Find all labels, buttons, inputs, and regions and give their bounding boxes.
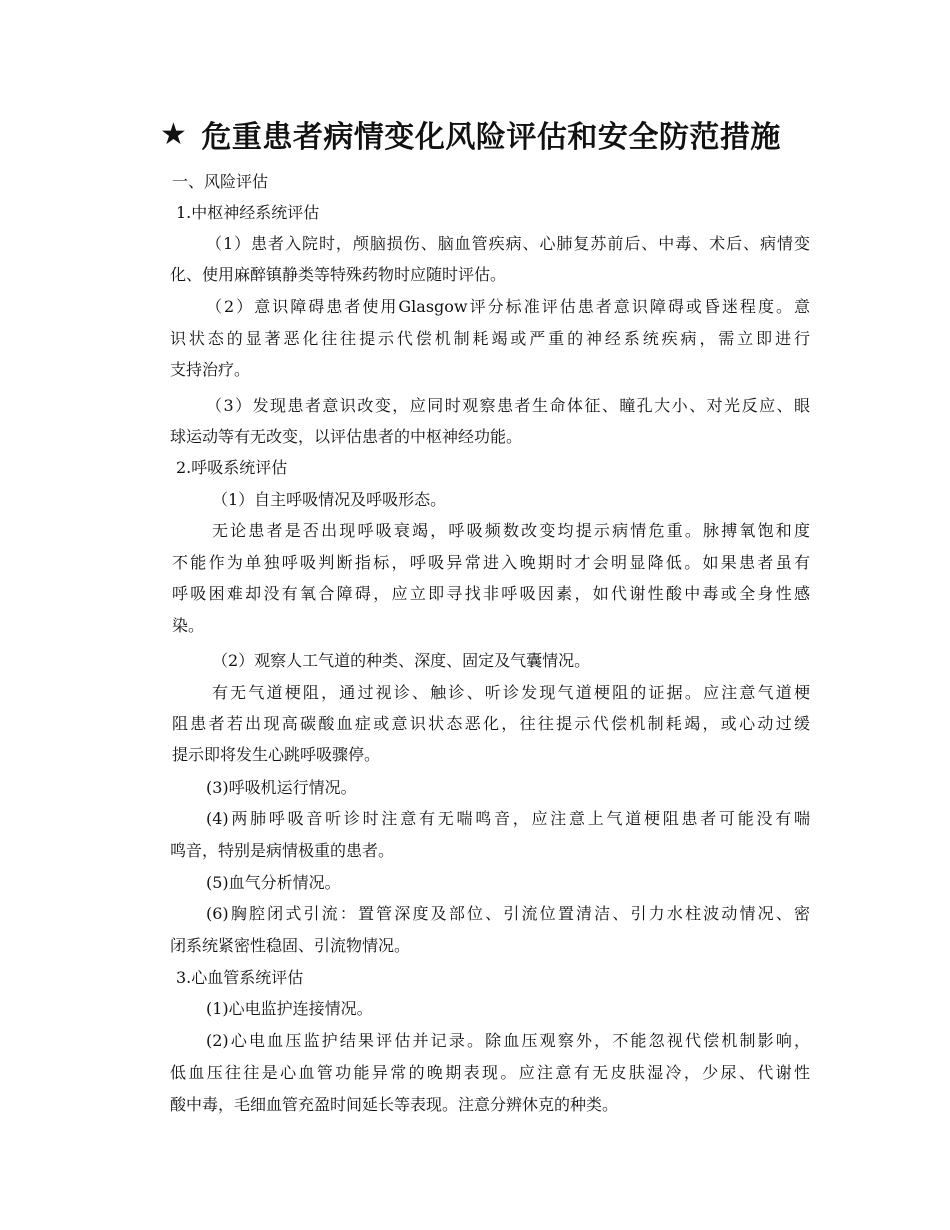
- paragraph-line: （2）观察人工气道的种类、深度、固定及气囊情况。: [212, 651, 591, 670]
- title-text: 危重患者病情变化风险评估和安全防范措施: [201, 120, 781, 155]
- paragraph-line: 提示即将发生心跳呼吸骤停。: [172, 745, 381, 764]
- paragraph-line: 支持治疗。: [170, 360, 251, 379]
- subsection-heading: 1.中枢神经系统评估: [176, 203, 320, 222]
- paragraph-line: （1）自主呼吸情况及呼吸形态。: [212, 490, 447, 509]
- paragraph-line: 阻患者若出现高碳酸血症或意识状态恶化，往往提示代偿机制耗竭，或心动过缓: [172, 714, 810, 733]
- paragraph-line: 低血压往往是心血管功能异常的晚期表现。应注意有无皮肤湿冷，少尿、代谢性: [170, 1063, 810, 1082]
- paragraph-line: 不能作为单独呼吸判断指标，呼吸异常进入晚期时才会明显降低。如果患者虽有: [172, 553, 810, 572]
- paragraph-line: 球运动等有无改变，以评估患者的中枢神经功能。: [170, 427, 523, 446]
- paragraph-line: (3)呼吸机运行情况。: [206, 778, 357, 797]
- paragraph-line: 染。: [172, 616, 205, 635]
- paragraph-line: 闭系统紧密性稳固、引流物情况。: [170, 936, 411, 955]
- subsection-heading: 2.呼吸系统评估: [176, 458, 288, 477]
- paragraph-line: (4)两肺呼吸音听诊时注意有无喘鸣音，应注意上气道梗阻患者可能没有喘: [206, 809, 810, 828]
- document-title: [160, 112, 820, 156]
- paragraph-line: 识状态的显著恶化往往提示代偿机制耗竭或严重的神经系统疾病，需立即进行: [170, 329, 810, 348]
- paragraph-line: 呼吸困难却没有氧合障碍，应立即寻找非呼吸因素，如代谢性酸中毒或全身性感: [172, 584, 810, 603]
- paragraph-line: (6)胸腔闭式引流：置管深度及部位、引流位置清洁、引力水柱波动情况、密: [206, 904, 810, 923]
- paragraph-line: 有无气道梗阻，通过视诊、触诊、听诊发现气道梗阻的证据。应注意气道梗: [212, 683, 810, 702]
- paragraph-line: (1)心电监护连接情况。: [206, 999, 373, 1018]
- paragraph-line: (2)心电血压监护结果评估并记录。除血压观察外，不能忽视代偿机制影响，: [206, 1031, 810, 1050]
- paragraph-line: （2）意识障碍患者使用Glasgow评分标准评估患者意识障碍或昏迷程度。意: [206, 297, 810, 316]
- subsection-heading: 3.心血管系统评估: [176, 968, 304, 987]
- star-icon: ★: [160, 116, 188, 152]
- paragraph-line: （1）患者入院时，颅脑损伤、脑血管疾病、心肺复苏前后、中毒、术后、病情变: [206, 234, 810, 253]
- section-heading: 一、风险评估: [172, 172, 269, 191]
- paragraph-line: (5)血气分析情况。: [206, 873, 341, 892]
- paragraph-line: （3）发现患者意识改变，应同时观察患者生命体征、瞳孔大小、对光反应、眼: [206, 396, 810, 415]
- paragraph-line: 无论患者是否出现呼吸衰竭，呼吸频数改变均提示病情危重。脉搏氧饱和度: [212, 521, 810, 540]
- paragraph-line: 酸中毒，毛细血管充盈时间延长等表现。注意分辨休克的种类。: [170, 1095, 619, 1114]
- paragraph-line: 化、使用麻醉镇静类等特殊药物时应随时评估。: [170, 265, 507, 284]
- paragraph-line: 鸣音，特别是病情极重的患者。: [170, 841, 395, 860]
